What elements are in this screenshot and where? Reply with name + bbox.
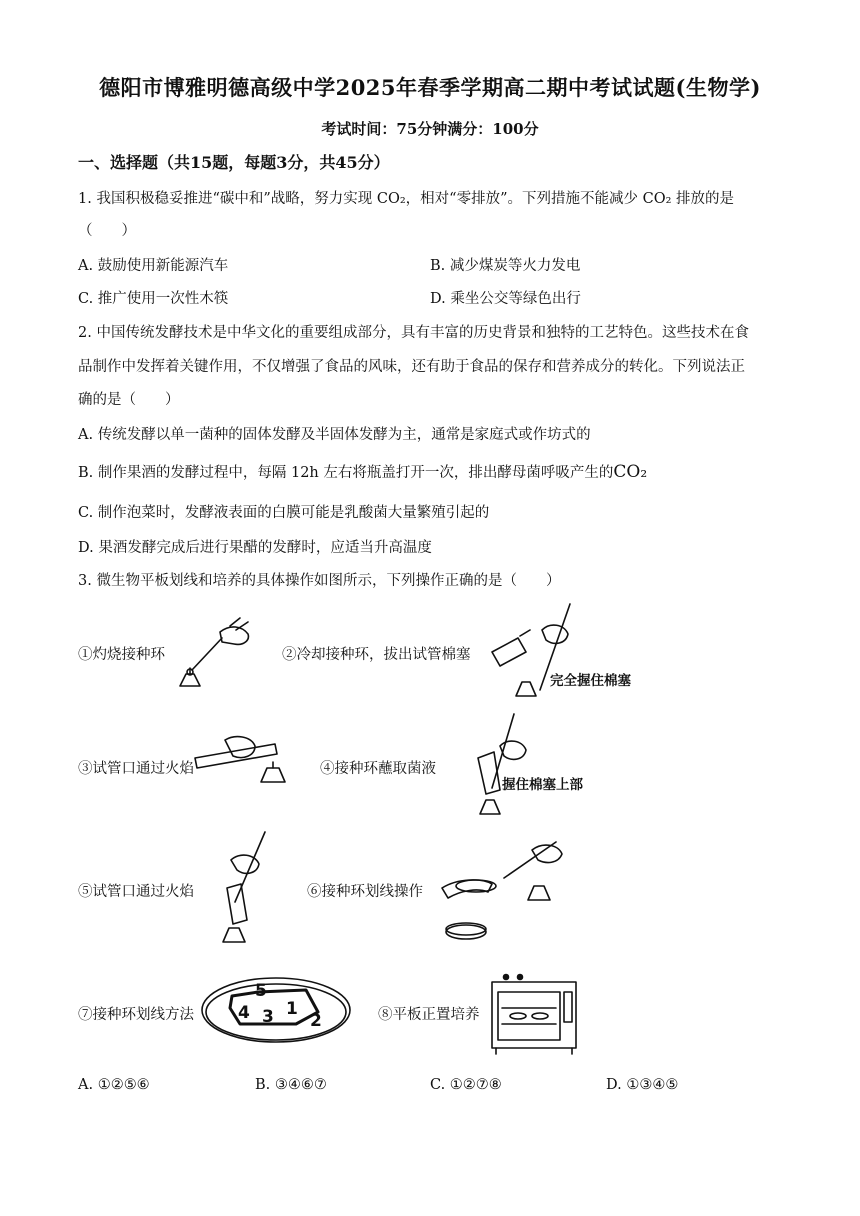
q3-option-c[interactable]: C. ①②⑦⑧ [430,1077,502,1093]
q1-option-a[interactable]: A. 鼓励使用新能源汽车 [78,258,229,274]
streak-number-4: 4 [238,1003,250,1023]
step6-label: ⑥接种环划线操作 [307,884,423,900]
q2-option-b[interactable] [78,461,647,482]
streak-number-3: 3 [262,1007,274,1027]
q2-option-b-co2: CO₂ [613,462,648,482]
flaming-loop-illustration [170,612,260,692]
step5-label: ⑤试管口通过火焰 [78,884,194,900]
exam-subtitle: 考试时间：75分钟满分：100分 [321,120,539,138]
q3-option-d[interactable]: D. ①③④⑤ [606,1077,679,1093]
q2-option-b-text: B. 制作果酒的发酵过程中，每隔 12h 左右将瓶盖打开一次，排出酵母菌呼吸产生的 [78,465,614,481]
q1-stem-line1: 1. 我国积极稳妥推进“碳中和”战略，努力实现 CO₂，相对“零排放”。下列措施不能减少 CO₂ 排放的是 [78,191,735,207]
q1-option-d[interactable]: D. 乘坐公交等绿色出行 [430,291,581,307]
q3-option-b[interactable]: B. ③④⑥⑦ [255,1077,327,1093]
streak-pattern-illustration [200,972,355,1047]
q2-stem-line2: 品制作中发挥着关键作用，不仅增强了食品的风味，还有助于食品的保存和营养成分的转化。下列说法正 [78,359,745,375]
q1-option-b[interactable]: B. 减少煤炭等火力发电 [430,258,581,274]
streak-number-2: 2 [310,1011,322,1031]
step2-note: 完全握住棉塞 [550,673,631,689]
streaking-illustration [438,838,568,948]
q2-option-d[interactable]: D. 果酒发酵完成后进行果醋的发酵时，应适当升高温度 [78,540,432,556]
q2-stem-line3: 确的是（ ） [78,392,180,408]
step2-label: ②冷却接种环，拔出试管棉塞 [282,647,471,663]
dip-loop-illustration [440,712,540,817]
exam-title: 德阳市博雅明德高级中学2025年春季学期高二期中考试试题(生物学) [99,75,761,100]
tube-flaming-2-illustration [205,830,275,945]
step1-label: ①灼烧接种环 [78,647,165,663]
q1-stem-line2: （ ） [78,223,136,239]
section-title: 一、选择题（共15题，每题3分，共45分） [78,153,390,172]
q1-option-c[interactable]: C. 推广使用一次性木筷 [78,291,229,307]
step7-label: ⑦接种环划线方法 [78,1007,194,1023]
streak-number-5: 5 [255,981,267,1001]
step3-label: ③试管口通过火焰 [78,761,194,777]
step4-note: 握住棉塞上部 [502,777,583,793]
q3-stem: 3. 微生物平板划线和培养的具体操作如图所示，下列操作正确的是（ ） [78,573,561,589]
step4-label: ④接种环蘸取菌液 [320,761,436,777]
streak-number-1: 1 [286,999,298,1019]
q3-option-a[interactable]: A. ①②⑤⑥ [78,1077,150,1093]
q2-stem-line1: 2. 中国传统发酵技术是中华文化的重要组成部分，具有丰富的历史背景和独特的工艺特色。这些技术在食 [78,325,749,341]
tube-flaming-illustration [185,730,295,800]
q2-option-a[interactable]: A. 传统发酵以单一菌种的固体发酵及半固体发酵为主，通常是家庭式或作坊式的 [78,427,591,443]
step8-label: ⑧平板正置培养 [378,1007,480,1023]
incubator-illustration [488,968,580,1056]
q2-option-c[interactable]: C. 制作泡菜时，发酵液表面的白膜可能是乳酸菌大量繁殖引起的 [78,505,490,521]
